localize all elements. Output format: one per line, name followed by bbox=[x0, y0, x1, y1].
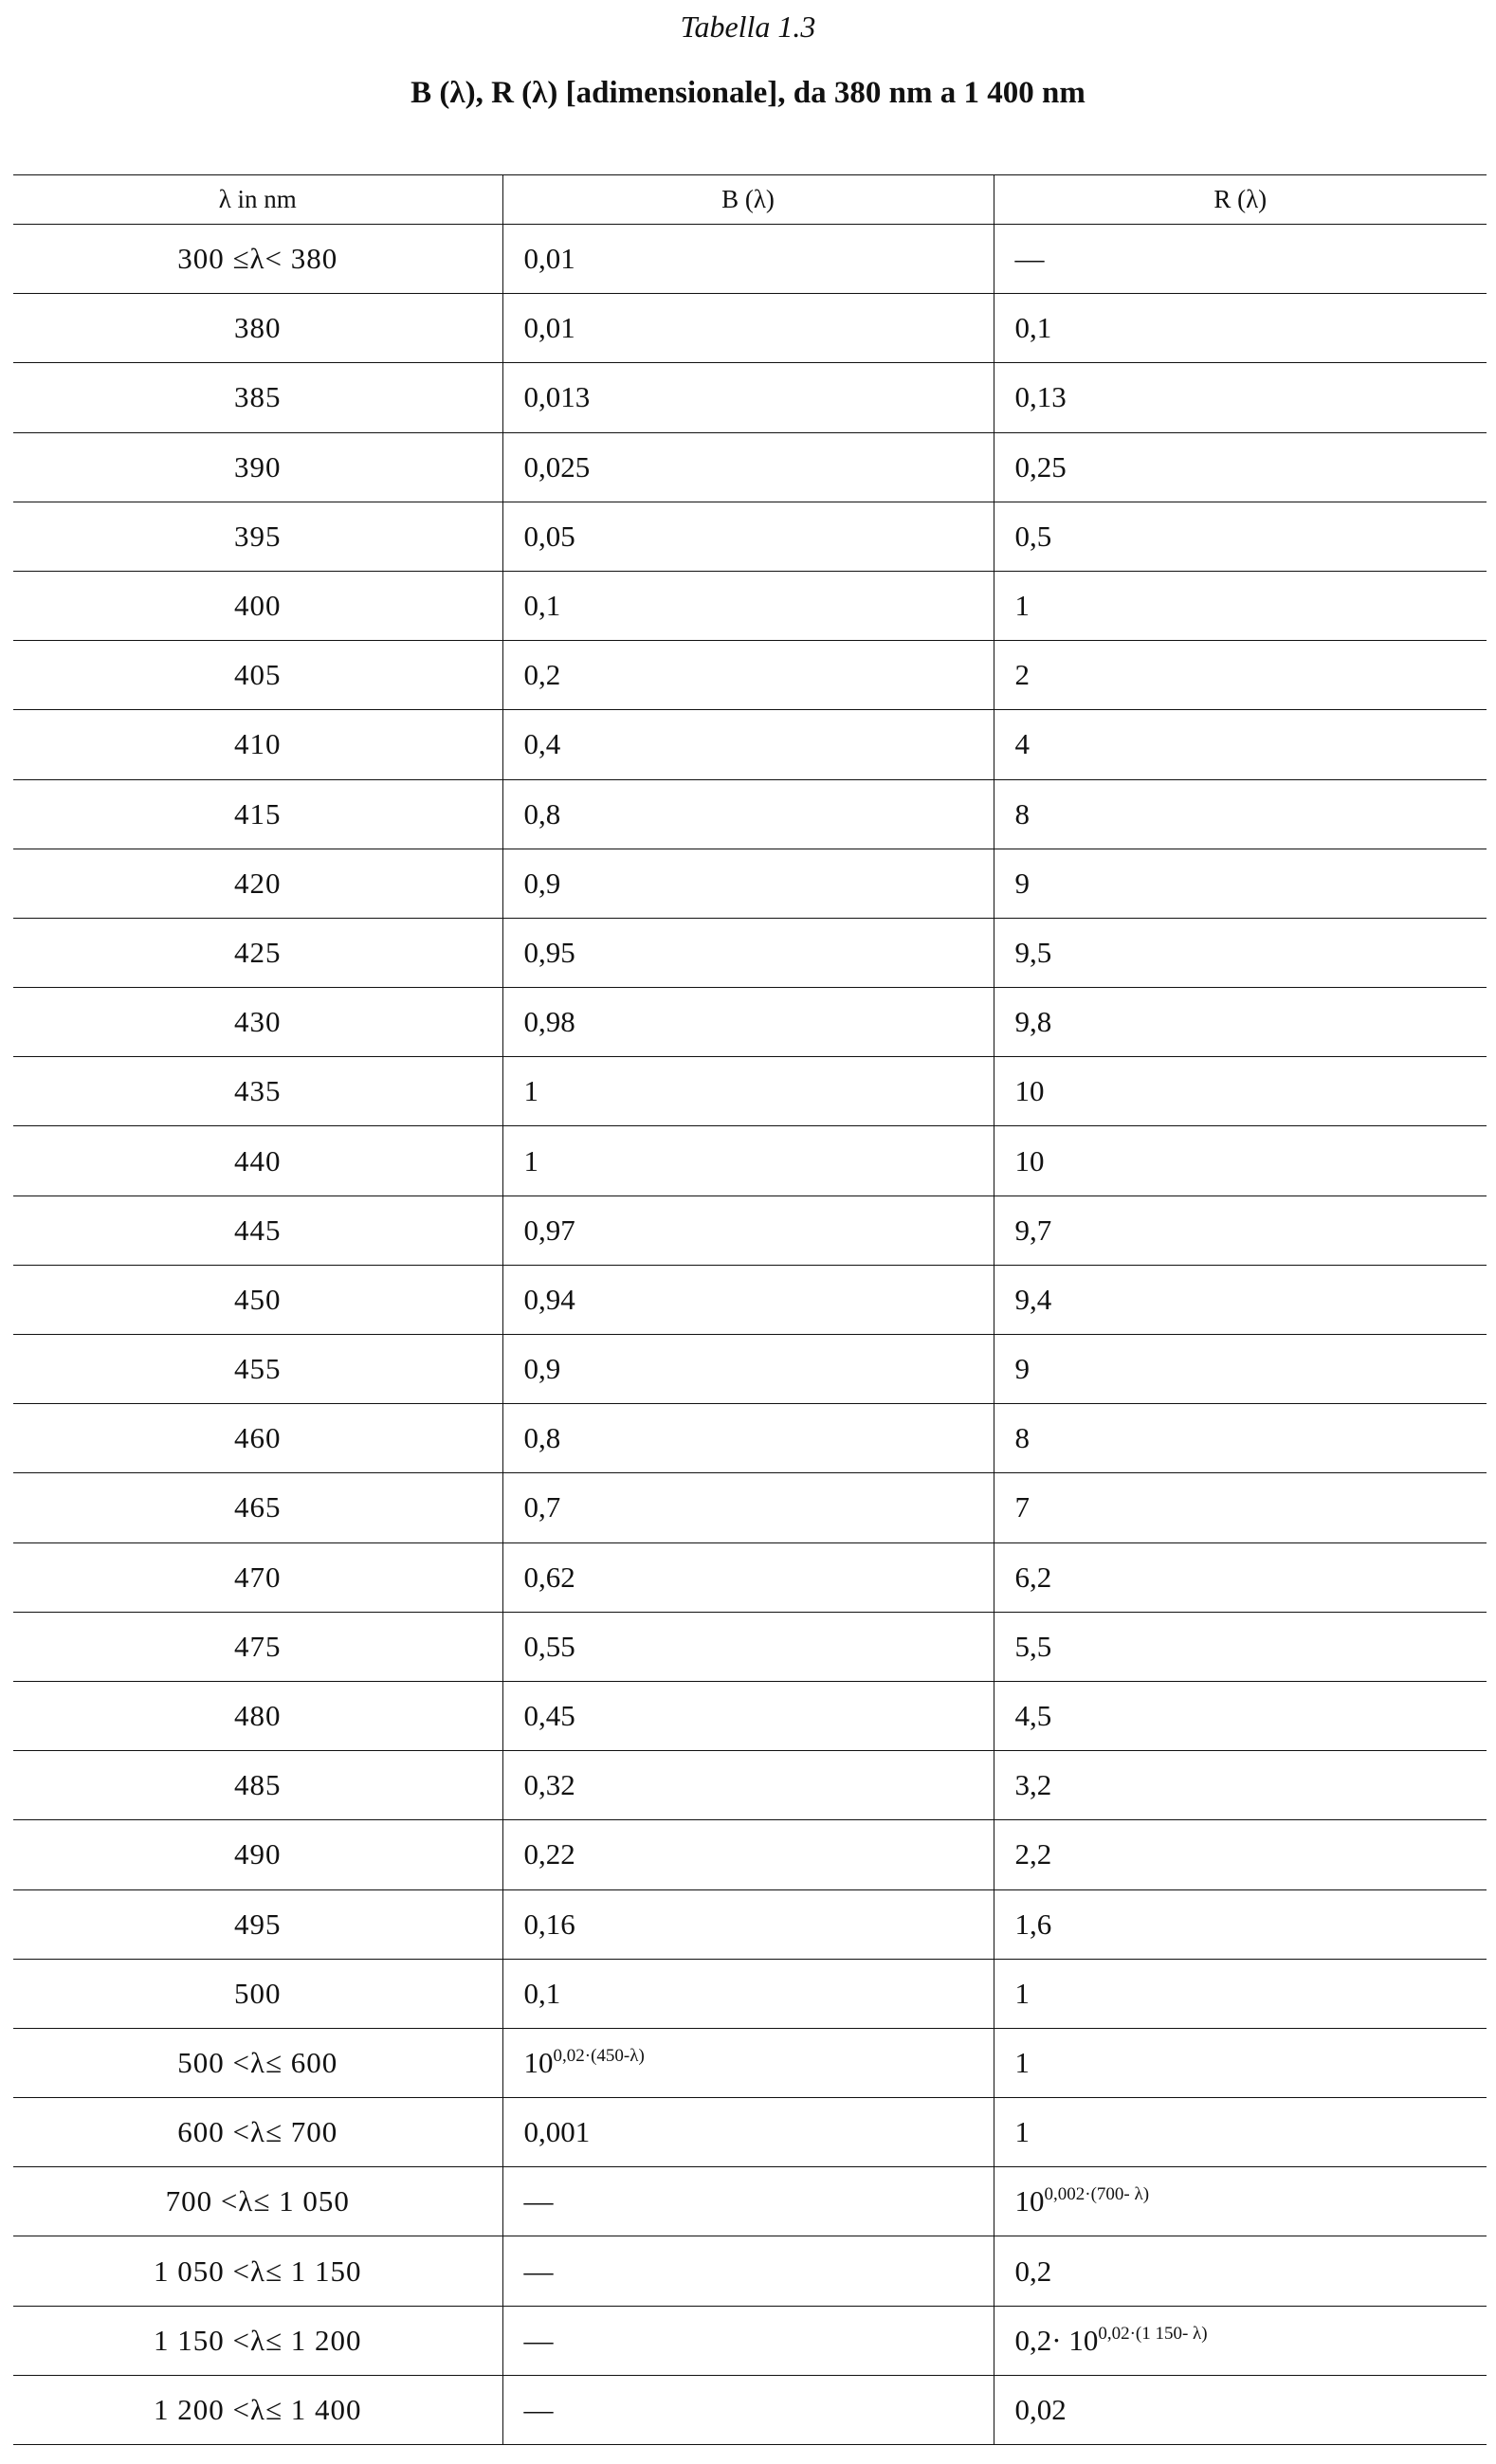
table-row bbox=[13, 2375, 1487, 2444]
table-body bbox=[13, 225, 1487, 2445]
table-row bbox=[13, 502, 1487, 571]
b-value-cell: 0,55 bbox=[502, 1612, 994, 1681]
table-row bbox=[13, 1057, 1487, 1126]
r-value-cell: — bbox=[994, 225, 1487, 294]
b-value-cell: — bbox=[502, 2306, 994, 2375]
table-row bbox=[13, 2028, 1487, 2097]
r-value-cell: 9,7 bbox=[994, 1195, 1487, 1265]
lambda-cell: 390 bbox=[13, 432, 502, 502]
table-caption: Tabella 1.3 bbox=[680, 9, 816, 44]
lambda-cell: 380 bbox=[13, 294, 502, 363]
lambda-cell: 425 bbox=[13, 918, 502, 987]
b-value-cell: 0,97 bbox=[502, 1195, 994, 1265]
b-value-cell: 0,45 bbox=[502, 1681, 994, 1750]
table-row bbox=[13, 1335, 1487, 1404]
header-lambda: λ in nm bbox=[13, 175, 502, 225]
b-value-cell: 0,01 bbox=[502, 225, 994, 294]
b-value-cell: 0,001 bbox=[502, 2098, 994, 2167]
lambda-cell: 440 bbox=[13, 1126, 502, 1195]
r-value-cell: 6,2 bbox=[994, 1542, 1487, 1612]
lambda-cell: 450 bbox=[13, 1265, 502, 1334]
r-value-cell: 1 bbox=[994, 1959, 1487, 2028]
lambda-cell: 495 bbox=[13, 1889, 502, 1959]
table-row bbox=[13, 571, 1487, 640]
r-value-cell: 10 bbox=[994, 1057, 1487, 1126]
r-value-cell: 2 bbox=[994, 641, 1487, 710]
r-value-cell: 0,25 bbox=[994, 432, 1487, 502]
lambda-cell: 455 bbox=[13, 1335, 502, 1404]
b-value-cell: 0,013 bbox=[502, 363, 994, 432]
table-row bbox=[13, 2236, 1487, 2306]
r-value-cell: 9,5 bbox=[994, 918, 1487, 987]
b-value-cell: 0,16 bbox=[502, 1889, 994, 1959]
header-r: R (λ) bbox=[994, 175, 1487, 225]
spectral-weighting-table bbox=[13, 174, 1487, 2445]
r-value-cell: 1 bbox=[994, 571, 1487, 640]
b-value-cell: 0,9 bbox=[502, 849, 994, 918]
r-value-cell: 9 bbox=[994, 1335, 1487, 1404]
lambda-cell: 485 bbox=[13, 1751, 502, 1820]
lambda-cell: 415 bbox=[13, 779, 502, 849]
r-value-cell: 3,2 bbox=[994, 1751, 1487, 1820]
r-value-cell bbox=[994, 2167, 1487, 2236]
lambda-cell: 385 bbox=[13, 363, 502, 432]
lambda-cell: 430 bbox=[13, 988, 502, 1057]
table-row bbox=[13, 1959, 1487, 2028]
lambda-cell: 1 050 <λ≤ 1 150 bbox=[13, 2236, 502, 2306]
b-value-cell: 0,7 bbox=[502, 1473, 994, 1542]
table-row bbox=[13, 1473, 1487, 1542]
b-value-cell: 0,94 bbox=[502, 1265, 994, 1334]
table-row bbox=[13, 294, 1487, 363]
r-value-cell: 9 bbox=[994, 849, 1487, 918]
b-value-cell: 1 bbox=[502, 1057, 994, 1126]
b-value-cell: 0,32 bbox=[502, 1751, 994, 1820]
table-row bbox=[13, 1889, 1487, 1959]
b-value-cell: 0,8 bbox=[502, 1404, 994, 1473]
lambda-cell: 470 bbox=[13, 1542, 502, 1612]
r-value-cell: 4,5 bbox=[994, 1681, 1487, 1750]
r-value-cell: 5,5 bbox=[994, 1612, 1487, 1681]
b-value-cell: 0,1 bbox=[502, 1959, 994, 2028]
table-row bbox=[13, 710, 1487, 779]
b-value-cell: 0,9 bbox=[502, 1335, 994, 1404]
lambda-cell: 500 <λ≤ 600 bbox=[13, 2028, 502, 2097]
table-title: B (λ), R (λ) [adimensionale], da 380 nm a 1 400 nm bbox=[410, 76, 1086, 110]
table-row bbox=[13, 2167, 1487, 2236]
lambda-cell: 445 bbox=[13, 1195, 502, 1265]
header-row bbox=[13, 175, 1487, 225]
table-row bbox=[13, 988, 1487, 1057]
table-row bbox=[13, 641, 1487, 710]
lambda-cell: 490 bbox=[13, 1820, 502, 1889]
b-value-cell: — bbox=[502, 2375, 994, 2444]
lambda-cell: 1 150 <λ≤ 1 200 bbox=[13, 2306, 502, 2375]
b-value-cell: — bbox=[502, 2236, 994, 2306]
b-value-cell: 0,95 bbox=[502, 918, 994, 987]
b-value-cell: 0,01 bbox=[502, 294, 994, 363]
b-value-cell bbox=[502, 2028, 994, 2097]
b-value-cell: 0,98 bbox=[502, 988, 994, 1057]
r-value-cell: 8 bbox=[994, 779, 1487, 849]
r-base: 0,2· 10 bbox=[1014, 2323, 1099, 2357]
r-value-cell: 1 bbox=[994, 2098, 1487, 2167]
r-exponent: 0,02·(1 150- λ) bbox=[1098, 2323, 1208, 2344]
lambda-cell: 300 ≤λ< 380 bbox=[13, 225, 502, 294]
table-row bbox=[13, 1751, 1487, 1820]
table-row bbox=[13, 779, 1487, 849]
table-row bbox=[13, 2098, 1487, 2167]
r-value-cell: 8 bbox=[994, 1404, 1487, 1473]
b-value-cell: 0,2 bbox=[502, 641, 994, 710]
r-value-cell: 0,1 bbox=[994, 294, 1487, 363]
lambda-cell: 410 bbox=[13, 710, 502, 779]
r-base: 10 bbox=[1014, 2184, 1045, 2218]
r-value-cell: 0,2 bbox=[994, 2236, 1487, 2306]
r-exponent: 0,002·(700- λ) bbox=[1044, 2184, 1150, 2205]
lambda-cell: 465 bbox=[13, 1473, 502, 1542]
lambda-cell: 700 <λ≤ 1 050 bbox=[13, 2167, 502, 2236]
r-value-cell: 2,2 bbox=[994, 1820, 1487, 1889]
r-value-cell bbox=[994, 2306, 1487, 2375]
lambda-cell: 500 bbox=[13, 1959, 502, 2028]
r-value-cell: 0,13 bbox=[994, 363, 1487, 432]
lambda-cell: 475 bbox=[13, 1612, 502, 1681]
table-row bbox=[13, 918, 1487, 987]
lambda-cell: 420 bbox=[13, 849, 502, 918]
r-value-cell: 0,02 bbox=[994, 2375, 1487, 2444]
r-value-cell: 0,5 bbox=[994, 502, 1487, 571]
table-row bbox=[13, 2306, 1487, 2375]
r-value-cell: 9,8 bbox=[994, 988, 1487, 1057]
table-row bbox=[13, 849, 1487, 918]
r-value-cell: 4 bbox=[994, 710, 1487, 779]
table-row bbox=[13, 432, 1487, 502]
b-value-cell: 0,62 bbox=[502, 1542, 994, 1612]
table-row bbox=[13, 225, 1487, 294]
b-exponent: 0,02·(450-λ) bbox=[553, 2045, 645, 2066]
table-row bbox=[13, 1612, 1487, 1681]
r-value-cell: 1,6 bbox=[994, 1889, 1487, 1959]
table-row bbox=[13, 1404, 1487, 1473]
b-value-cell: 0,025 bbox=[502, 432, 994, 502]
lambda-cell: 435 bbox=[13, 1057, 502, 1126]
table-row bbox=[13, 1195, 1487, 1265]
lambda-cell: 600 <λ≤ 700 bbox=[13, 2098, 502, 2167]
b-value-cell: 0,8 bbox=[502, 779, 994, 849]
b-value-cell: 1 bbox=[502, 1126, 994, 1195]
lambda-cell: 480 bbox=[13, 1681, 502, 1750]
lambda-cell: 395 bbox=[13, 502, 502, 571]
b-base: 10 bbox=[523, 2045, 554, 2079]
lambda-cell: 1 200 <λ≤ 1 400 bbox=[13, 2375, 502, 2444]
b-value-cell: 0,1 bbox=[502, 571, 994, 640]
lambda-cell: 400 bbox=[13, 571, 502, 640]
r-value-cell: 9,4 bbox=[994, 1265, 1487, 1334]
r-value-cell: 1 bbox=[994, 2028, 1487, 2097]
header-b: B (λ) bbox=[502, 175, 994, 225]
b-value-cell: 0,4 bbox=[502, 710, 994, 779]
b-value-cell: 0,05 bbox=[502, 502, 994, 571]
table-row bbox=[13, 1126, 1487, 1195]
table-row bbox=[13, 1265, 1487, 1334]
r-value-cell: 7 bbox=[994, 1473, 1487, 1542]
table-row bbox=[13, 1681, 1487, 1750]
table-row bbox=[13, 1542, 1487, 1612]
b-value-cell: — bbox=[502, 2167, 994, 2236]
r-value-cell: 10 bbox=[994, 1126, 1487, 1195]
table-row bbox=[13, 1820, 1487, 1889]
lambda-cell: 405 bbox=[13, 641, 502, 710]
b-value-cell: 0,22 bbox=[502, 1820, 994, 1889]
lambda-cell: 460 bbox=[13, 1404, 502, 1473]
table-row bbox=[13, 363, 1487, 432]
